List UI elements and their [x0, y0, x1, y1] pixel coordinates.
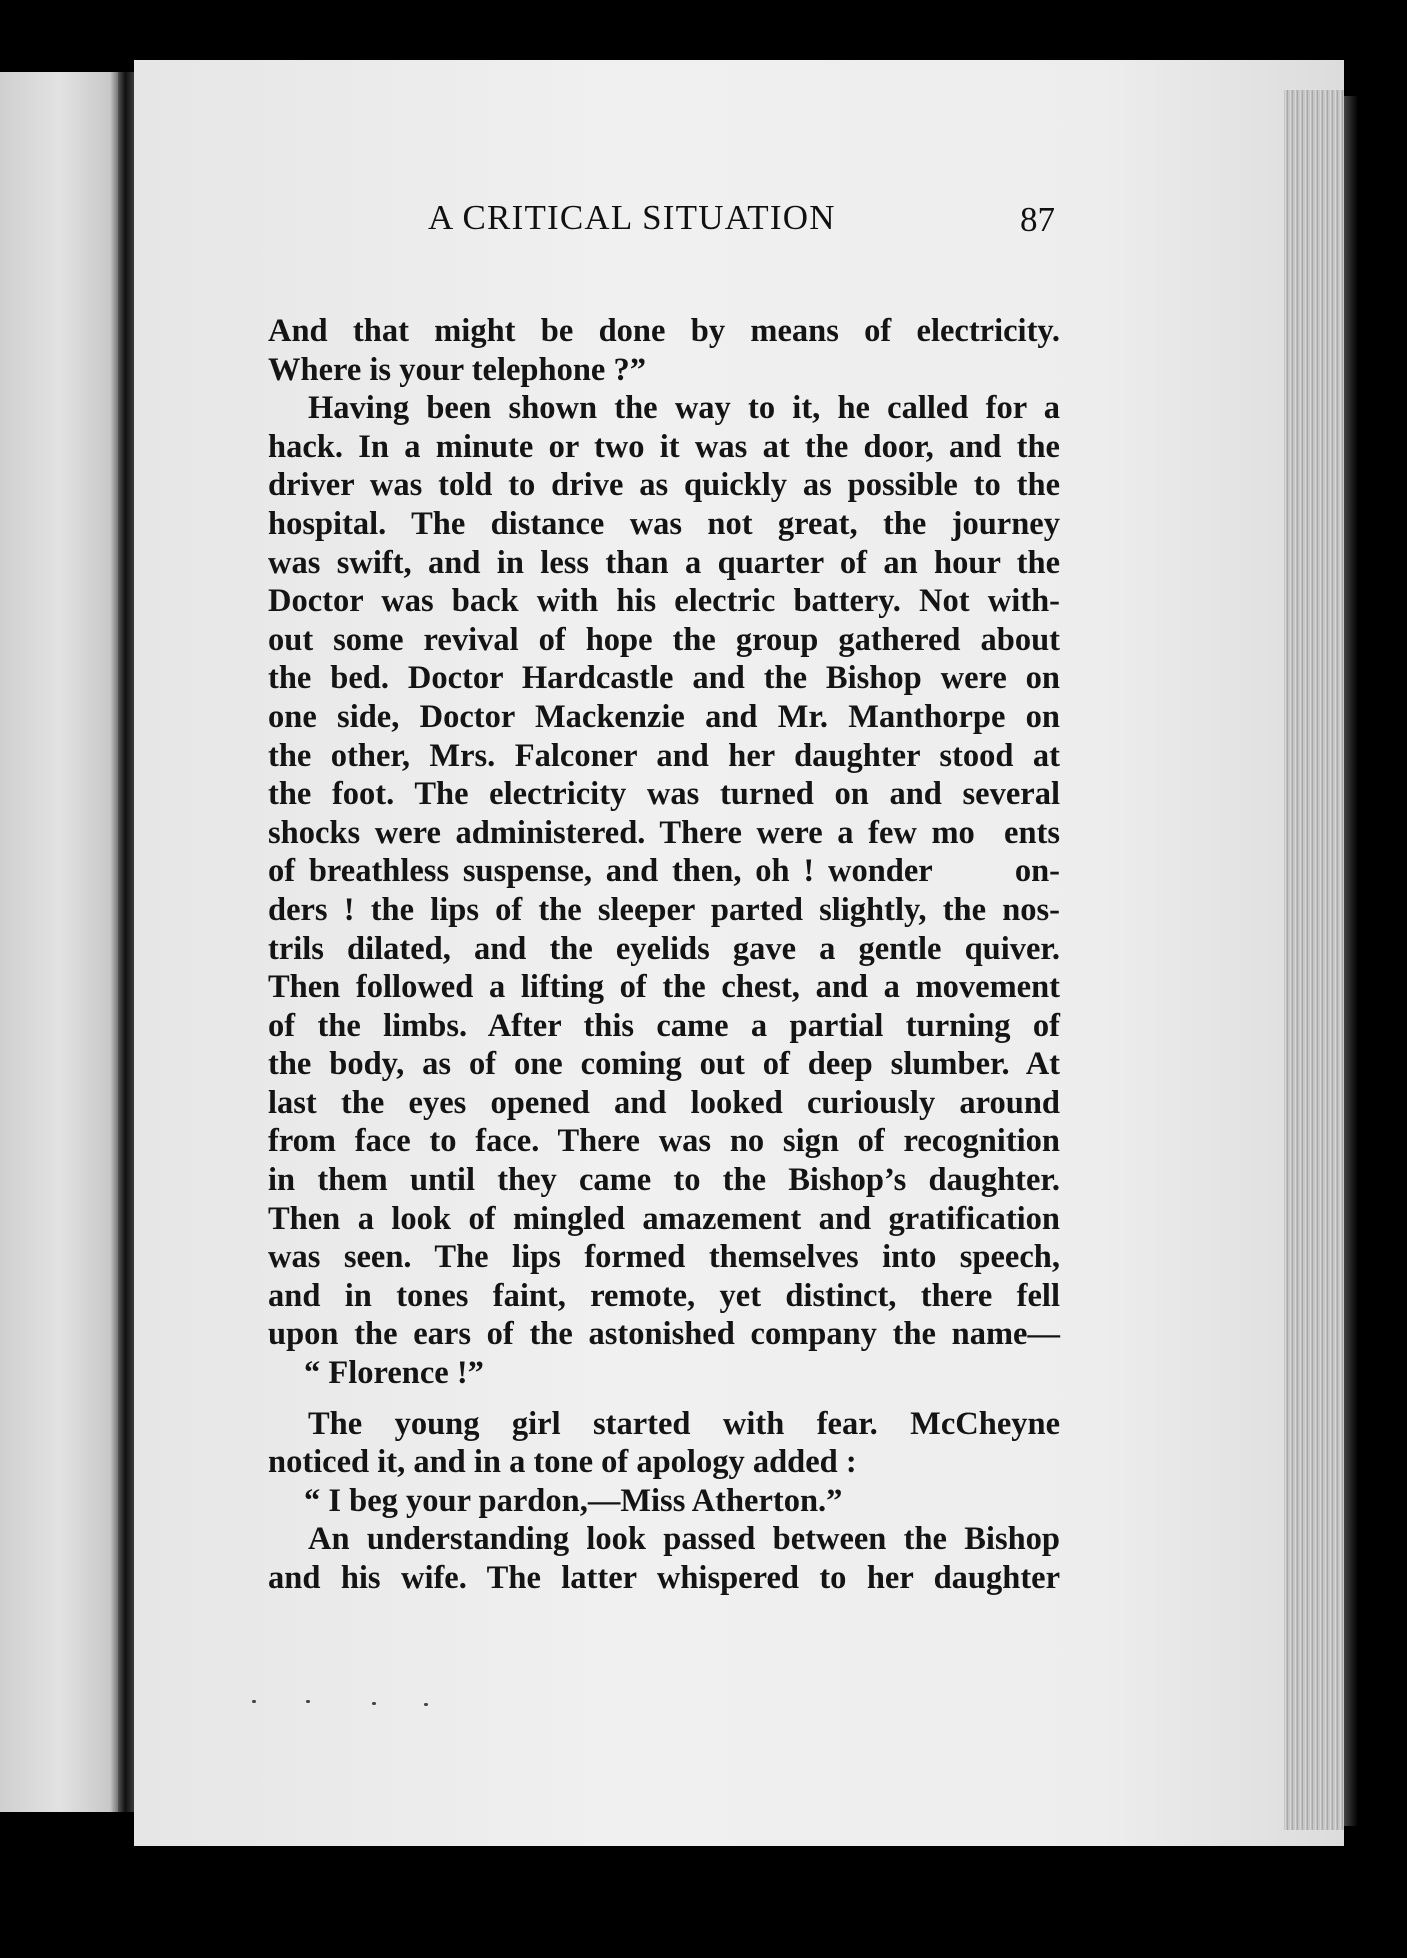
page-stack-edges	[1284, 90, 1344, 1830]
text-line: “ Florence !”	[304, 1355, 484, 1392]
text-line: in them until they came to the Bishop’s daughter.	[268, 1162, 1060, 1199]
text-line: shocks were administered. There were a few mo ents	[268, 814, 1060, 851]
text-line: and his wife. The latter whispered to her daughter	[268, 1560, 1060, 1596]
running-header	[0, 190, 1407, 250]
text-line: upon the ears of the astonished company the name—	[268, 1316, 1060, 1353]
running-title: A CRITICAL SITUATION	[428, 198, 836, 237]
text-line: the bed. Doctor Hardcastle and the Bishop were on	[268, 660, 1060, 697]
speck	[252, 1700, 256, 1703]
text-line: of breathless suspense, and then, oh ! wonder on-	[268, 853, 1060, 890]
text-line: “ I beg your pardon,—Miss Atherton.”	[304, 1482, 843, 1519]
page-stack-shadow	[1344, 96, 1358, 1826]
text-line: the other, Mrs. Falconer and her daughter stood at	[268, 737, 1060, 774]
text-line: hospital. The distance was not great, the journey	[268, 505, 1060, 542]
speck	[306, 1700, 310, 1703]
facing-page-edge	[0, 72, 130, 1812]
page-number: 87	[1020, 200, 1055, 239]
text-line: Doctor was back with his electric battery. Not with-	[268, 583, 1060, 620]
body-text	[268, 312, 1060, 1598]
text-line: ders ! the lips of the sleeper parted slightly, the nos-	[268, 891, 1060, 928]
text-line: one side, Doctor Mackenzie and Mr. Manthorpe on	[268, 698, 1060, 735]
text-line: noticed it, and in a tone of apology added :	[268, 1444, 857, 1481]
text-line: from face to face. There was no sign of recognition	[268, 1123, 1060, 1160]
text-line: was seen. The lips formed themselves into speech,	[268, 1239, 1060, 1276]
text-line: And that might be done by means of electricity.	[268, 313, 1060, 349]
text-line: was swift, and in less than a quarter of an hour the	[268, 544, 1060, 581]
text-line: An understanding look passed between the Bishop	[308, 1521, 1060, 1558]
speck	[424, 1703, 428, 1706]
print-specks	[252, 1698, 452, 1708]
text-line: Having been shown the way to it, he called for a	[308, 390, 1060, 427]
text-line: last the eyes opened and looked curiously around	[268, 1084, 1060, 1121]
text-line: The young girl started with fear. McCheyne	[308, 1405, 1060, 1442]
text-line: out some revival of hope the group gathered about	[268, 621, 1060, 658]
text-line: trils dilated, and the eyelids gave a gentle quiver.	[268, 930, 1060, 967]
speck	[372, 1702, 376, 1705]
text-line: Where is your telephone ?”	[268, 351, 646, 388]
text-line: of the limbs. After this came a partial turning of	[268, 1007, 1060, 1044]
text-line: Then a look of mingled amazement and gratification	[268, 1200, 1060, 1237]
text-line: hack. In a minute or two it was at the door, and the	[268, 428, 1060, 465]
paragraph-gap	[268, 1393, 1060, 1405]
text-line: the foot. The electricity was turned on and several	[268, 776, 1060, 813]
text-line: driver was told to drive as quickly as possible to the	[268, 467, 1060, 504]
text-line: and in tones faint, remote, yet distinct, there fell	[268, 1277, 1060, 1314]
text-line: Then followed a lifting of the chest, and a movement	[268, 969, 1060, 1006]
text-line: the body, as of one coming out of deep slumber. At	[268, 1046, 1060, 1083]
